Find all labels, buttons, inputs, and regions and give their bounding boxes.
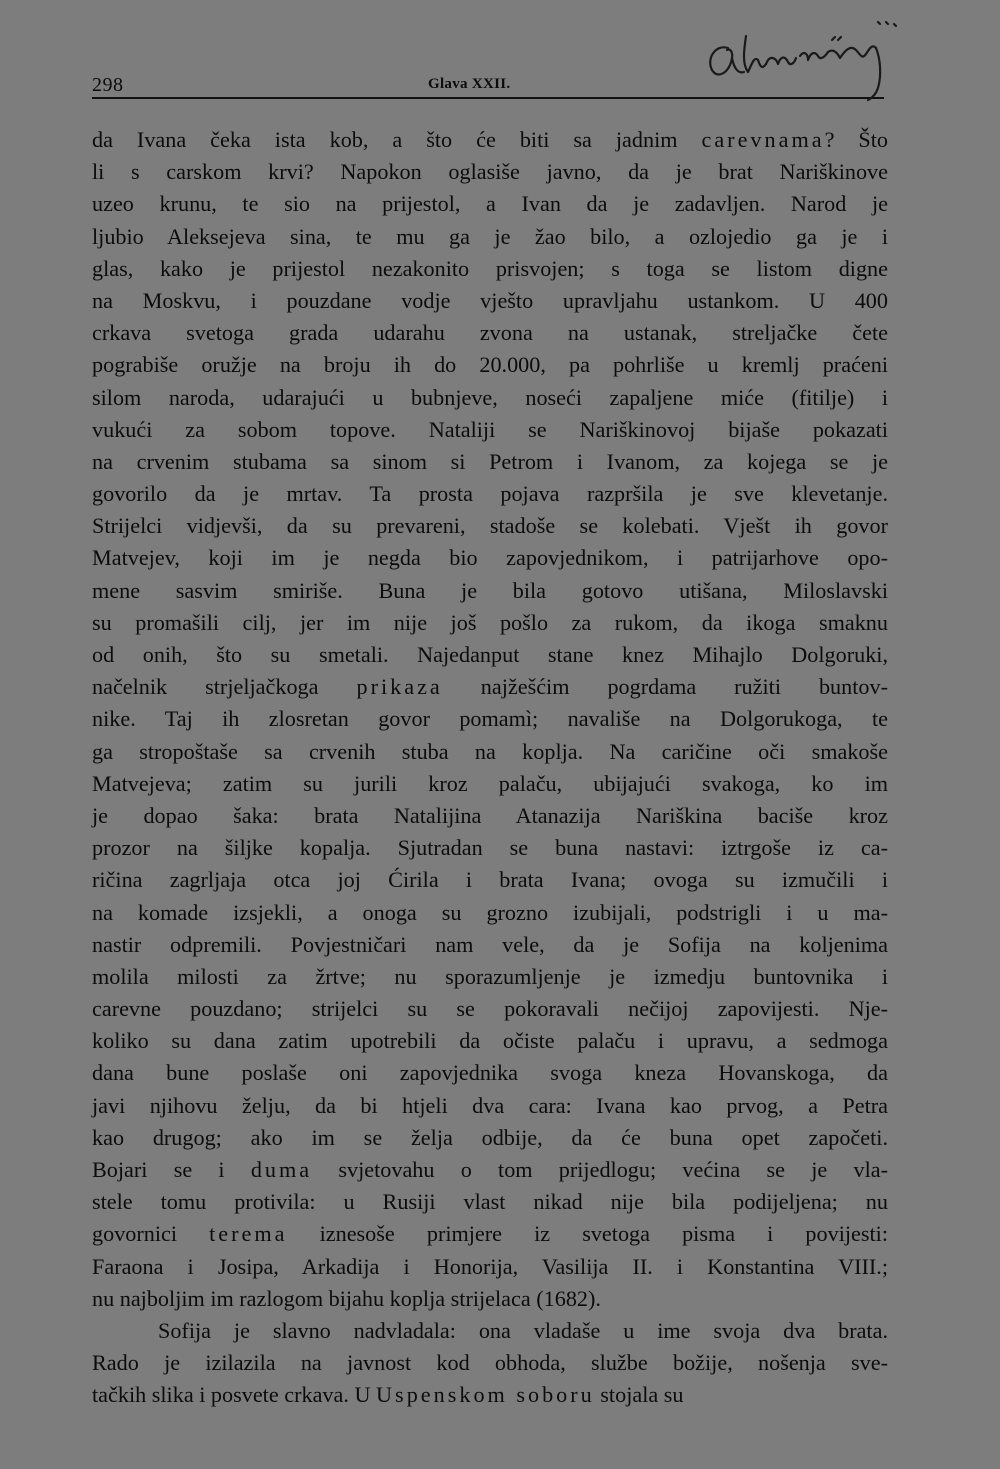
text-line [92, 736, 888, 768]
text-segment: ričina zagrljaja otca joj Ćirila i brata Ivana; ovoga su izmučili i [92, 867, 888, 893]
text-line [92, 221, 888, 253]
text-line [92, 156, 888, 188]
spaced-term: prikaza [356, 674, 443, 700]
text-line [92, 1154, 888, 1186]
text-line [92, 1315, 888, 1347]
handwritten-signature [700, 14, 900, 104]
text-line [92, 1251, 888, 1283]
spaced-term: duma [250, 1157, 313, 1182]
text-segment: načelnik strjeljačkoga [92, 674, 357, 700]
spaced-term: carevnama [701, 127, 825, 152]
text-segment: nu najboljim im razlogom bijahu koplja strijelaca (1682). [92, 1285, 601, 1311]
text-line [92, 1379, 888, 1411]
text-segment: na komade izsjekli, a onoga su grozno izubijali, podstrigli i u ma- [92, 899, 888, 925]
text-segment: nike. Taj ih zlosretan govor pomamì; navališe na Dolgorukoga, te [92, 706, 888, 732]
text-line [92, 639, 888, 671]
text-segment: molila milosti za žrtve; nu sporazumljenje je izmedju buntovnika i [92, 963, 888, 989]
text-segment: silom naroda, udarajući u bubnjeve, noseći zapaljene miće (fitilje) i [92, 384, 888, 410]
text-line [92, 1347, 888, 1379]
text-segment: ga stropoštaše sa crvenih stuba na koplja. Na caričine oči smakoše [92, 738, 888, 764]
text-segment: od onih, što su smetali. Najedanput stane knez Mihajlo Dolgoruki, [92, 642, 888, 667]
text-segment: crkava svetoga grada udarahu zvona na ustanak, streljačke čete [92, 320, 888, 346]
text-segment: Rado je izilazila na javnost kod obhoda, službe božije, nošenja sve- [92, 1350, 888, 1376]
text-segment: vukući za sobom topove. Nataliji se Nariškinovoj bijaše pokazati [92, 416, 888, 442]
text-line [92, 607, 888, 639]
text-line [92, 285, 888, 317]
text-line [92, 1122, 888, 1154]
text-segment: ljubio Aleksejeva sina, te mu ga je žao bilo, a ozlojedio ga je i [92, 223, 888, 249]
text-segment: Matvejeva; zatim su jurili kroz palaču, ubijajući svakoga, ko im [92, 770, 888, 796]
running-head: Glava XXII. [428, 76, 511, 92]
text-line [92, 929, 888, 961]
text-line [92, 1090, 888, 1122]
text-segment: stojala su [594, 1382, 684, 1408]
text-segment: mene sasvim smiriše. Buna je bila gotovo utišana, Miloslavski [92, 577, 888, 603]
text-segment: kao drugog; ako im se želja odbije, da će buna opet započeti. [92, 1124, 888, 1150]
paragraph [92, 124, 888, 1315]
text-line [92, 124, 888, 156]
text-segment: na Moskvu, i pouzdane vodje vješto upravljahu ustankom. U 400 [92, 287, 888, 313]
text-segment: Matvejev, koji im je negda bio zapovjednikom, i patrijarhove opo- [92, 545, 888, 571]
text-segment: su promašili cilj, jer im nije još pošlo za rukom, da ikoga smaknu [92, 609, 888, 635]
text-line [92, 961, 888, 993]
spaced-term: terema [209, 1221, 288, 1247]
text-segment: Strijelci vidjevši, da su prevareni, stadoše se kolebati. Vješt ih govor [92, 513, 888, 539]
text-segment: na crvenim stubama sa sinom si Petrom i Ivanom, za kojega se je [92, 448, 888, 474]
text-segment: je dopao šaka: brata Natalijina Atanazija Nariškina baciše kroz [92, 802, 888, 828]
text-segment: nastir odpremili. Povjestničari nam vele, da je Sofija na koljenima [92, 931, 888, 957]
spaced-term: Uspenskom soboru [376, 1382, 595, 1408]
body-text [92, 124, 888, 1412]
text-line [92, 253, 888, 285]
text-segment: najžešćim pogrdama ružiti buntov- [442, 674, 888, 700]
text-line [92, 864, 888, 896]
text-segment: govorilo da je mrtav. Ta prosta pojava razpršila je sve klevetanje. [92, 481, 888, 507]
text-line [92, 1025, 888, 1057]
text-segment: dana bune poslaše oni zapovjednika svoga kneza Hovanskoga, da [92, 1060, 888, 1086]
text-segment: carevne pouzdano; strijelci su se pokoravali nečijoj zapovijesti. Nje- [92, 996, 888, 1022]
text-segment: iznesoše primjere iz svetoga pisma i povijesti: [287, 1221, 888, 1247]
text-segment: Faraona i Josipa, Arkadija i Honorija, Vasilija II. i Konstantina VIII.; [92, 1253, 888, 1279]
paragraph [92, 1315, 888, 1412]
text-line [92, 188, 888, 220]
text-line [92, 671, 888, 703]
text-segment: Sofija je slavno nadvladala: ona vladaše u ime svoja dva brata. [158, 1317, 888, 1343]
text-line [92, 993, 888, 1025]
text-segment: govornici [92, 1221, 210, 1247]
text-segment: Bojari se i [92, 1157, 251, 1182]
text-segment: uzeo krunu, te sio na prijestol, a Ivan da je zadavljen. Narod je [92, 191, 888, 217]
text-line [92, 1186, 888, 1218]
text-line [92, 575, 888, 607]
text-segment: koliko su dana zatim upotrebili da očiste palaču i upravu, a sedmoga [92, 1028, 888, 1054]
text-segment: javi njihovu želju, da bi htjeli dva cara: Ivana kao prvog, a Petra [92, 1092, 888, 1118]
text-line [92, 1218, 888, 1250]
text-segment: stele tomu protivila: u Rusiji vlast nikad nije bila podijeljena; nu [92, 1189, 888, 1215]
text-line [92, 768, 888, 800]
page-number: 298 [92, 74, 124, 96]
text-line [92, 510, 888, 542]
text-line [92, 382, 888, 414]
text-line [92, 478, 888, 510]
text-line [92, 317, 888, 349]
text-line [92, 349, 888, 381]
text-line [92, 832, 888, 864]
text-segment: pograbiše oružje na broju ih do 20.000, pa pohrliše u kremlj praćeni [92, 352, 888, 378]
text-line [92, 414, 888, 446]
text-line [92, 703, 888, 735]
text-segment: li s carskom krvi? Napokon oglasiše javno, da je brat Nariškinove [92, 159, 888, 185]
text-segment: ? Što [824, 127, 888, 152]
text-segment: da Ivana čeka ista kob, a što će biti sa jadnim [92, 127, 702, 152]
text-segment: prozor na šiljke kopalja. Sjutradan se buna nastavi: iztrgoše iz ca- [92, 835, 888, 861]
text-line [92, 897, 888, 929]
text-line [92, 542, 888, 574]
text-segment: svjetovahu o tom prijedlogu; većina se je vla- [312, 1157, 888, 1182]
text-line [92, 800, 888, 832]
text-line [92, 446, 888, 478]
text-segment: tačkih slika i posvete crkava. U [92, 1382, 377, 1408]
text-line [92, 1283, 888, 1315]
text-line [92, 1057, 888, 1089]
text-segment: glas, kako je prijestol nezakonito prisvojen; s toga se listom digne [92, 255, 888, 281]
